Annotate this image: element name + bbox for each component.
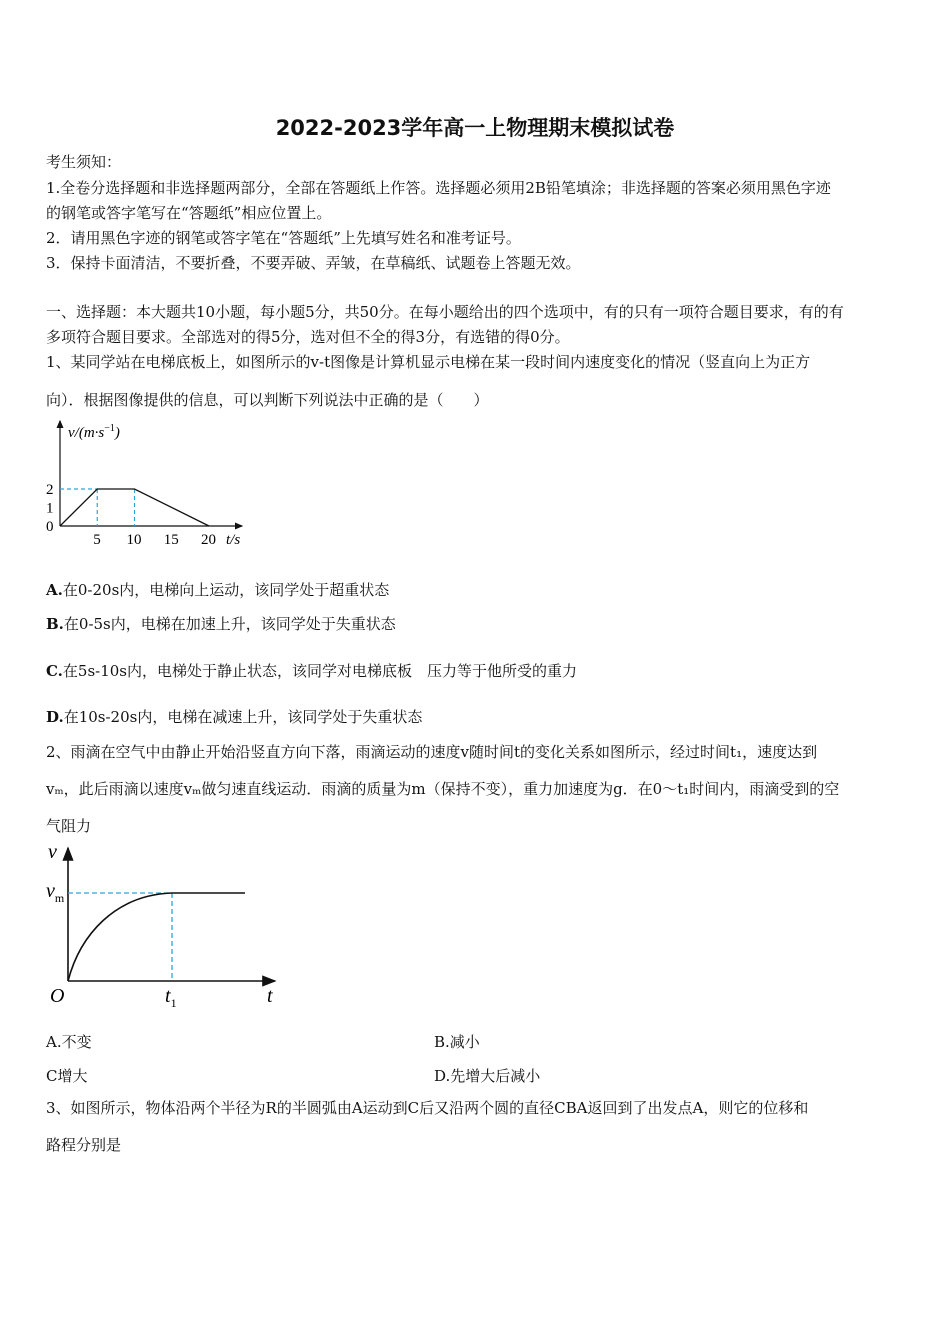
y-tick-label: 1 <box>46 500 54 517</box>
y-axis-label: $v/(m\cdot s^{-1})$ <box>68 423 120 441</box>
x-tick-label: 20 <box>201 532 216 548</box>
t1-label: $t_1$ <box>165 985 177 1010</box>
notice-line: 1.全卷分选择题和非选择题两部分，全部在答题纸上作答。选择题必须用2B铅笔填涂；非选择题的答案必须用黑色字迹 <box>46 179 831 197</box>
q1-option-a: A.在0-20s内，电梯向上运动，该同学处于超重状态 <box>46 581 390 599</box>
question-2-stem: 气阻力 <box>46 817 92 835</box>
q2-option-c: C增大 <box>46 1067 88 1085</box>
y-tick-label: 0 <box>46 519 54 535</box>
q1-option-b: B.在0-5s内，电梯在加速上升，该同学处于失重状态 <box>46 615 396 633</box>
q1-vt-graph <box>40 415 260 555</box>
question-3-stem: 路程分别是 <box>46 1136 122 1154</box>
x-tick-label: 5 <box>93 532 101 548</box>
x-tick-label: 10 <box>126 532 142 548</box>
question-2-stem: vₘ，此后雨滴以速度vₘ做匀速直线运动．雨滴的质量为m（保持不变），重力加速度为g．在0～t₁时间内，雨滴受到的空 <box>46 780 840 798</box>
question-3-stem: 3、如图所示，物体沿两个半径为R的半圆弧由A运动到C后又沿两个圆的直径CBA返回到了出发点A，则它的位移和 <box>46 1099 809 1117</box>
y-axis-label: v <box>48 841 57 863</box>
q2-vt-graph <box>40 840 290 1010</box>
q1-option-c: C.在5s-10s内，电梯处于静止状态，该同学对电梯底板 压力等于他所受的重力 <box>46 662 578 680</box>
q2-option-a: A.不变 <box>46 1033 92 1051</box>
page-title: 2022-2023学年高一上物理期末模拟试卷 <box>275 116 675 140</box>
vm-label: $v_m$ <box>46 880 65 905</box>
notice-line: 2．请用黑色字迹的钢笔或答字笔在“答题纸”上先填写姓名和准考证号。 <box>46 229 521 247</box>
q2-option-d: D.先增大后减小 <box>434 1067 541 1085</box>
notice-line: 3．保持卡面清洁，不要折叠，不要弄破、弄皱，在草稿纸、试题卷上答题无效。 <box>46 254 581 272</box>
question-1-stem: 1、某同学站在电梯底板上，如图所示的v-t图像是计算机显示电梯在某一段时间内速度变化的情况（竖直向上为正方 <box>46 353 811 371</box>
origin-label: O <box>50 985 65 1007</box>
x-axis-label: t/s <box>226 532 241 548</box>
x-axis-label: t <box>267 985 273 1007</box>
q2-option-b: B.减小 <box>434 1033 480 1051</box>
section-instructions: 多项符合题目要求。全部选对的得5分，选对但不全的得3分，有选错的得0分。 <box>46 328 570 346</box>
velocity-curve <box>68 893 245 981</box>
y-tick-label: 2 <box>46 482 54 498</box>
q1-option-d: D.在10s-20s内，电梯在减速上升，该同学处于失重状态 <box>46 708 423 726</box>
question-1-stem: 向）．根据图像提供的信息，可以判断下列说法中正确的是（ ） <box>46 391 489 409</box>
section-instructions: 一、选择题：本大题共10小题，每小题5分，共50分。在每小题给出的四个选项中，有的只有一项符合题目要求，有的有 <box>46 303 844 321</box>
notice-line: 的钢笔或答字笔写在“答题纸”相应位置上。 <box>46 204 332 222</box>
question-2-stem: 2、雨滴在空气中由静止开始沿竖直方向下落，雨滴运动的速度v随时间t的变化关系如图所示，经过时间t₁，速度达到 <box>46 743 818 761</box>
notice-heading: 考生须知： <box>46 153 122 171</box>
x-tick-label: 15 <box>163 532 179 548</box>
